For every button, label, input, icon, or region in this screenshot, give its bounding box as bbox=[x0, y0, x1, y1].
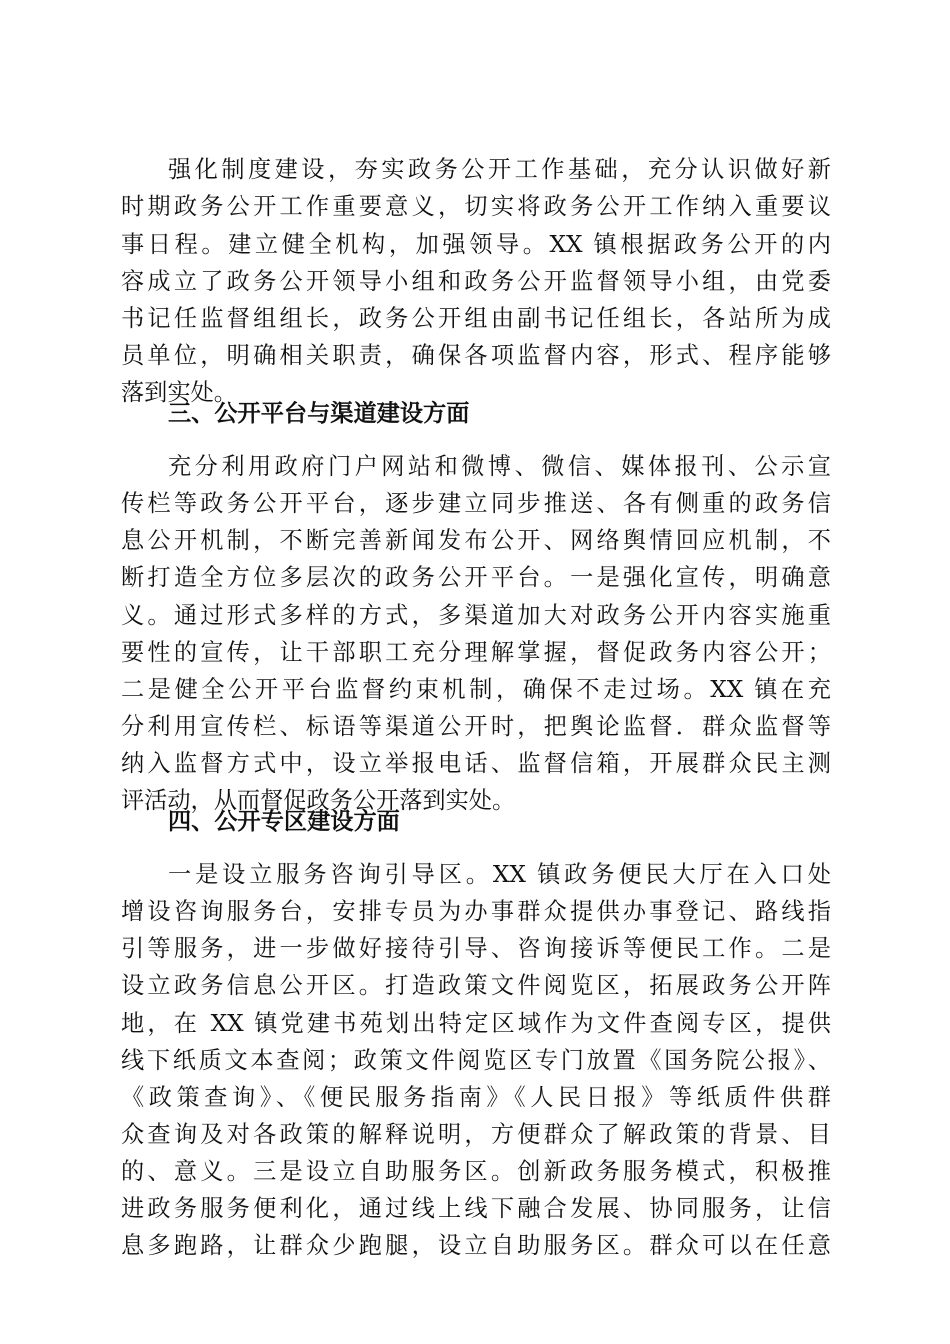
paragraph-line: 容成立了政务公开领导小组和政务公开监督领导小组，由党委 bbox=[121, 268, 831, 295]
paragraph-line: 书记任监督组组长，政务公开组由副书记任组长，各站所为成 bbox=[121, 305, 831, 332]
paragraph-line: 分利用宣传栏、标语等渠道公开时，把舆论监督．群众监督等 bbox=[121, 713, 831, 740]
paragraph-line: 引等服务，进一步做好接待引导、咨询接诉等便民工作。二是 bbox=[121, 935, 831, 962]
paragraph-line: 要性的宣传，让干部职工充分理解掌握，督促政务内容公开； bbox=[121, 639, 831, 666]
paragraph-line: 的、意义。三是设立自助服务区。创新政务服务模式，积极推 bbox=[121, 1158, 831, 1185]
paragraph-line: 落到实处。 bbox=[121, 379, 237, 406]
paragraph-line: 息公开机制，不断完善新闻发布公开、网络舆情回应机制，不 bbox=[121, 527, 831, 554]
paragraph-line: 进政务服务便利化，通过线上线下融合发展、协同服务，让信 bbox=[121, 1195, 831, 1222]
section-heading-4: 四、公开专区建设方面 bbox=[168, 808, 400, 835]
paragraph-line: 事日程。建立健全机构，加强领导。XX 镇根据政务公开的内 bbox=[121, 231, 831, 258]
paragraph-line: 一是设立服务咨询引导区。XX 镇政务便民大厅在入口处 bbox=[168, 861, 831, 888]
paragraph-line: 地，在 XX 镇党建书苑划出特定区域作为文件查阅专区，提供 bbox=[121, 1010, 831, 1037]
paragraph-line: 充分利用政府门户网站和微博、微信、媒体报刊、公示宣 bbox=[168, 453, 831, 480]
paragraph-line: 增设咨询服务台，安排专员为办事群众提供办事登记、路线指 bbox=[121, 898, 831, 925]
paragraph-line: 线下纸质文本查阅；政策文件阅览区专门放置《国务院公报》、 bbox=[121, 1047, 831, 1074]
paragraph-line: 强化制度建设，夯实政务公开工作基础，充分认识做好新 bbox=[168, 156, 831, 183]
paragraph-line: 义。通过形式多样的方式，多渠道加大对政务公开内容实施重 bbox=[121, 602, 831, 629]
paragraph-line: 传栏等政务公开平台，逐步建立同步推送、各有侧重的政务信 bbox=[121, 490, 831, 517]
paragraph-line: 时期政务公开工作重要意义，切实将政务公开工作纳入重要议 bbox=[121, 193, 831, 220]
paragraph-line: 评活动，从而督促政务公开落到实处。 bbox=[121, 787, 516, 814]
paragraph-line: 息多跑路，让群众少跑腿，设立自助服务区。群众可以在任意 bbox=[121, 1232, 831, 1259]
paragraph-line: 二是健全公开平台监督约束机制，确保不走过场。XX 镇在充 bbox=[121, 676, 831, 703]
paragraph-line: 设立政务信息公开区。打造政策文件阅览区，拓展政务公开阵 bbox=[121, 972, 831, 999]
paragraph-line: 众查询及对各政策的解释说明，方便群众了解政策的背景、目 bbox=[121, 1121, 831, 1148]
section-heading-3: 三、公开平台与渠道建设方面 bbox=[168, 400, 470, 427]
paragraph-line: 员单位，明确相关职责，确保各项监督内容，形式、程序能够 bbox=[121, 342, 831, 369]
paragraph-line: 纳入监督方式中，设立举报电话、监督信箱，开展群众民主测 bbox=[121, 750, 831, 777]
paragraph-line: 《政策查询》、《便民服务指南》《人民日报》等纸质件供群 bbox=[121, 1084, 831, 1111]
paragraph-line: 断打造全方位多层次的政务公开平台。一是强化宣传，明确意 bbox=[121, 564, 831, 591]
